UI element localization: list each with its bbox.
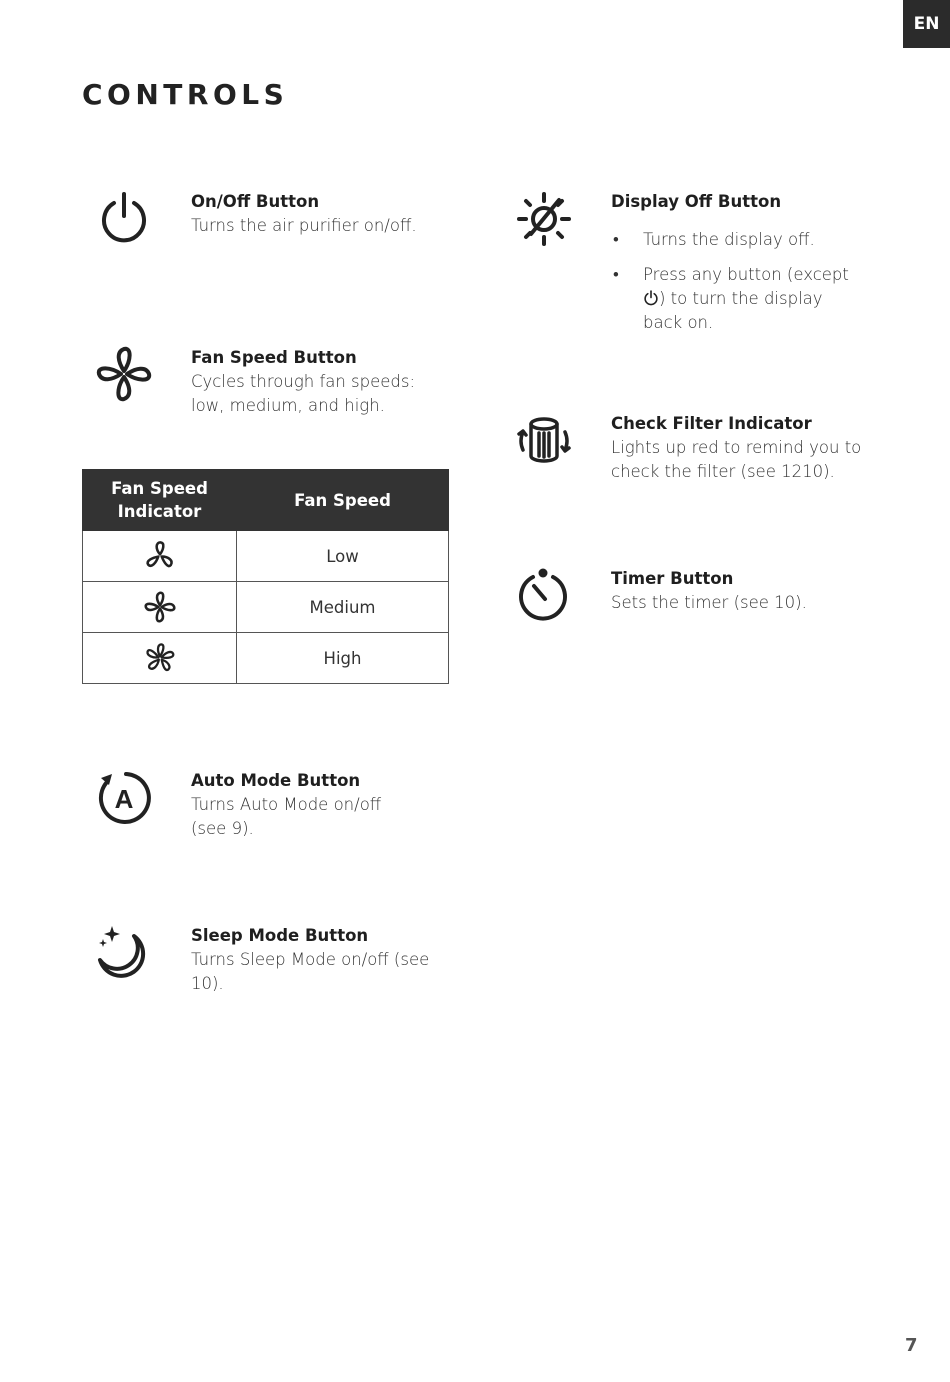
- header-indicator-line1: Fan Speed: [111, 479, 208, 498]
- table-row: [83, 531, 449, 582]
- display-off-heading: Display Off Button: [611, 192, 782, 211]
- fan-icon: [94, 344, 154, 404]
- timer-heading: Timer Button: [611, 569, 734, 588]
- speed-cell: High: [237, 633, 449, 684]
- page-number: 7: [905, 1335, 918, 1356]
- check-filter-desc-line1: Lights up red to remind you to: [611, 438, 862, 457]
- onoff-heading: On/Off Button: [191, 192, 320, 211]
- sleep-moon-icon: [94, 924, 154, 984]
- display-off-icon: [513, 188, 573, 248]
- timer-block: [611, 567, 807, 615]
- power-icon: [643, 289, 659, 305]
- header-fan-speed: Fan Speed: [237, 470, 449, 531]
- speed-cell: Medium: [237, 582, 449, 633]
- indicator-cell: [83, 531, 237, 582]
- timer-icon: [513, 566, 573, 626]
- indicator-cell: [83, 633, 237, 684]
- timer-desc: Sets the timer (see 10).: [611, 593, 807, 612]
- header-indicator: [83, 470, 237, 531]
- speed-cell: Low: [237, 531, 449, 582]
- bullet-text-line1: Press any button (except: [643, 265, 849, 284]
- svg-text:A: A: [114, 784, 134, 814]
- fan-speed-block: [191, 346, 415, 418]
- filter-icon: [513, 410, 573, 470]
- bullet-item: [611, 263, 881, 335]
- check-filter-heading: Check Filter Indicator: [611, 414, 812, 433]
- header-indicator-line2: Indicator: [117, 502, 202, 521]
- fan-medium-icon: [143, 590, 177, 624]
- fan-speed-heading: Fan Speed Button: [191, 348, 357, 367]
- auto-mode-icon: [94, 768, 154, 828]
- sleep-mode-block: [191, 924, 429, 996]
- auto-mode-desc-line2: (see 9).: [191, 819, 254, 838]
- sleep-mode-desc-line1: Turns Sleep Mode on/off (see: [191, 950, 430, 969]
- onoff-desc: Turns the air purifier on/off.: [191, 216, 417, 235]
- fan-speed-table: [82, 469, 449, 684]
- auto-mode-heading: Auto Mode Button: [191, 771, 361, 790]
- language-tab: EN: [903, 0, 950, 48]
- check-filter-desc-line2: check the filter (see 1210).: [611, 462, 835, 481]
- fan-speed-desc-line2: low, medium, and high.: [191, 396, 385, 415]
- table-row: [83, 633, 449, 684]
- fan-low-icon: [143, 539, 177, 573]
- table-header-row: [83, 470, 449, 531]
- display-off-bullets: [611, 228, 881, 335]
- sleep-mode-heading: Sleep Mode Button: [191, 926, 369, 945]
- onoff-block: [191, 190, 417, 238]
- indicator-cell: [83, 582, 237, 633]
- sleep-mode-desc-line2: 10).: [191, 974, 224, 993]
- fan-high-icon: [143, 641, 177, 675]
- check-filter-block: [611, 412, 861, 484]
- auto-mode-block: [191, 769, 381, 841]
- fan-speed-desc-line1: Cycles through fan speeds:: [191, 372, 416, 391]
- display-off-block: [611, 190, 881, 335]
- bullet-item: • Turns the display off.: [611, 228, 881, 252]
- power-icon: [94, 188, 154, 248]
- bullet-text-line2: ) to turn the display: [659, 289, 823, 308]
- bullet-text-line3: back on.: [643, 313, 714, 332]
- table-row: [83, 582, 449, 633]
- auto-mode-desc-line1: Turns Auto Mode on/off: [191, 795, 382, 814]
- page-title: CONTROLS: [82, 78, 289, 111]
